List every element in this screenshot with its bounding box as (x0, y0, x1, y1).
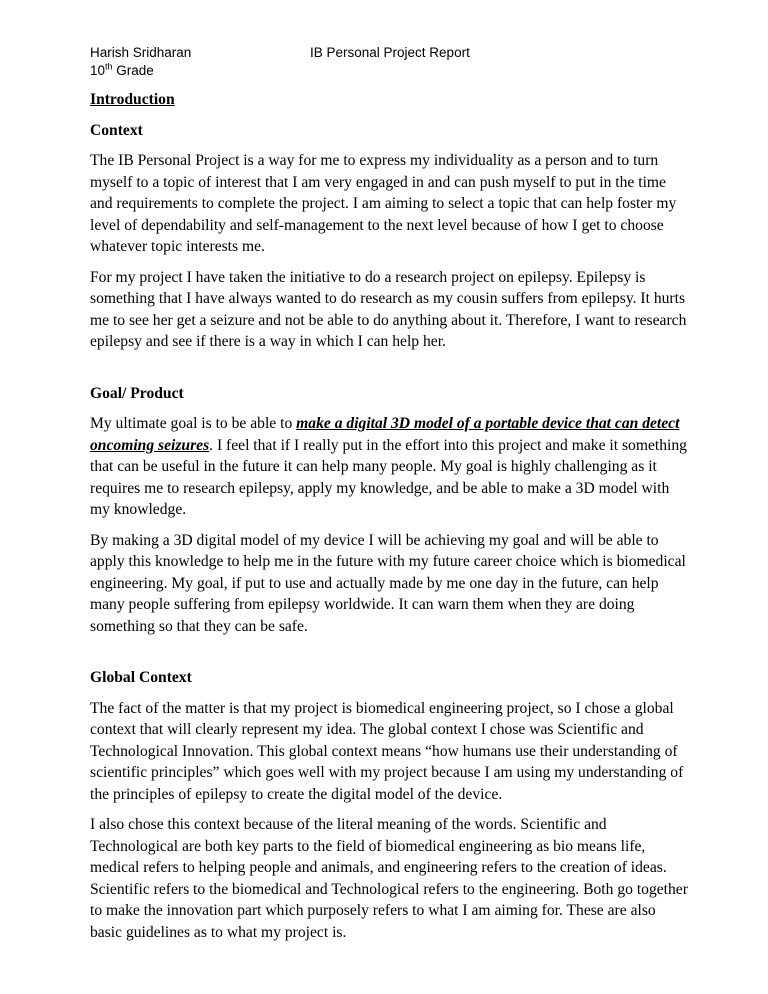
author-name: Harish Sridharan (90, 45, 192, 60)
goal-paragraph-1 (90, 413, 688, 521)
context-paragraph-1: The IB Personal Project is a way for me to express my individuality as a person and to turn myself to a topic of interest that I am very engaged in and can push myself to put in the time and requirements to complete the project. I am aiming to select a topic that can help foster my level of dependability and self-management to the next level because of how I get to choose whatever topic interests me. (90, 152, 677, 255)
report-title: IB Personal Project Report (310, 45, 470, 60)
grade-suffix: th (105, 61, 113, 72)
global-context-heading: Global Context (90, 669, 192, 686)
page-header (90, 44, 470, 80)
section-spacer (90, 362, 688, 383)
document-body (90, 89, 688, 952)
introduction-heading: Introduction (90, 91, 175, 108)
grade-level (90, 62, 191, 80)
goal-emphasis-text: make a digital 3D model of a portable device that can detect oncoming seizures (90, 415, 680, 454)
grade-number: 10 (90, 63, 106, 78)
goal-lead-text: My ultimate goal is to be able to (90, 415, 297, 432)
goal-heading: Goal/ Product (90, 384, 184, 402)
context-heading: Context (90, 121, 143, 139)
grade-word: Grade (112, 63, 154, 78)
context-paragraph-2: For my project I have taken the initiative to do a research project on epilepsy. Epilepsy is something that I have always wanted to do research as my cousin suffers from epilepsy. It hurts me to see her get a seizure and not be able to do anything about it. Therefore, I want to research epilepsy and see if there is a way in which I can help her. (90, 268, 687, 350)
section-spacer (90, 646, 688, 667)
global-context-paragraph-1: The fact of the matter is that my project is biomedical engineering project, so I chose a global context that will clearly represent my idea. The global context I chose was Scientific and Technological Innovation. This global context means “how humans use their understanding of scientific principles” which goes well with my project because I am using my understanding of the principles of epilepsy to create the digital model of the device. (90, 699, 684, 803)
goal-paragraph-2: By making a 3D digital model of my device I will be achieving my goal and will be able to apply this knowledge to help me in the future with my future career choice which is biomedical engineering. My goal, if put to use and actually made by me one day in the future, can help many people suffering from epilepsy worldwide. It can warn them when they are doing something so that they can be safe. (90, 531, 686, 635)
global-context-paragraph-2: I also chose this context because of the literal meaning of the words. Scientific and Technological are both key parts to the field of biomedical engineering as bio means life, medical refers to helping people and animals, and engineering refers to the creation of ideas. Scientific refers to the biomedical and Technological refers to the engineering. Both go together to make the innovation part which purposely refers to what I am aiming for. These are also basic guidelines as to what my project is. (90, 816, 688, 941)
goal-rest-text: . I feel that if I really put in the effort into this project and make it something that can be useful in the future it can help many people. My goal is highly challenging as it requires me to research epilepsy, apply my knowledge, and be able to make a 3D model with my knowledge. (90, 436, 687, 518)
